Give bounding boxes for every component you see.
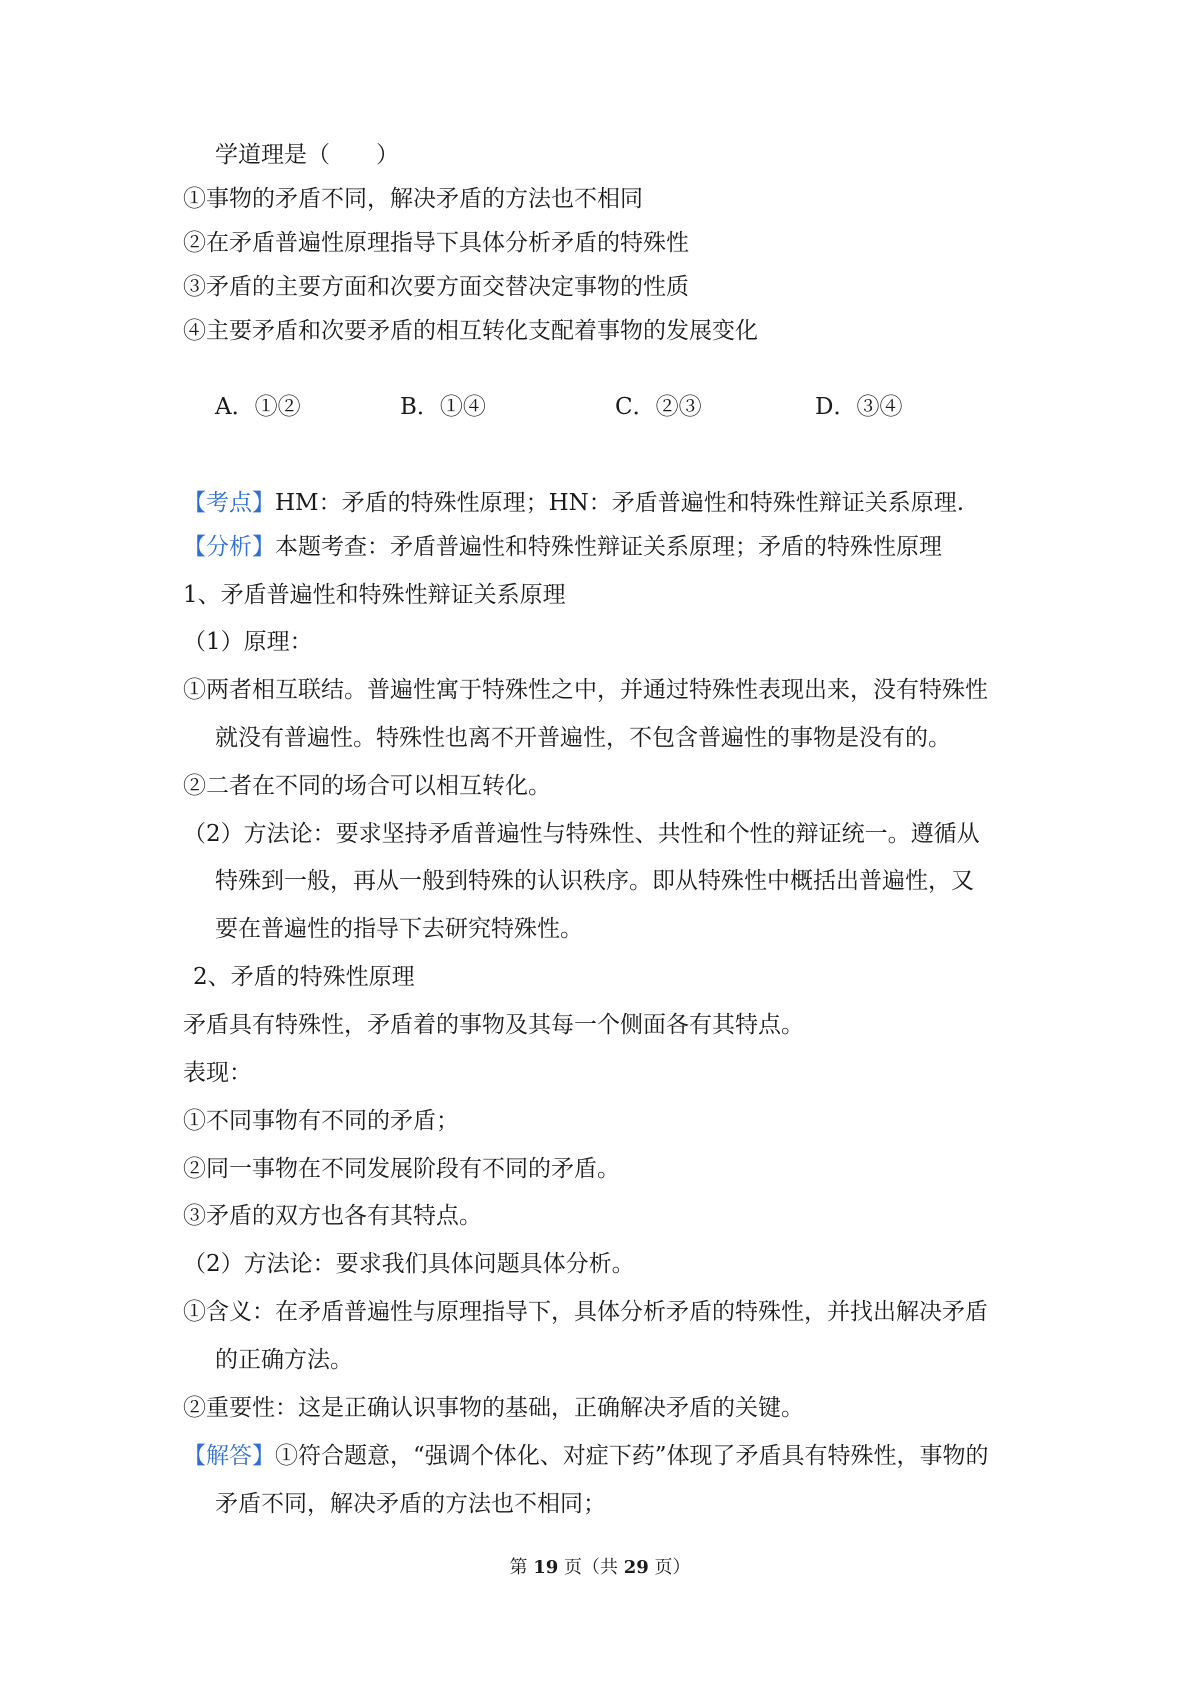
fenxi-line	[183, 532, 942, 562]
analysis-line-7: 特殊到一般，再从一般到特殊的认识秩序。即从特殊性中概括出普遍性，又	[215, 868, 974, 894]
footer-middle: 页（共	[558, 1557, 624, 1578]
statement-3: ③矛盾的主要方面和次要方面交替决定事物的性质	[183, 274, 689, 300]
option-d: D．③④	[815, 394, 903, 420]
analysis-line-17: 的正确方法。	[215, 1347, 353, 1373]
jieda-tag: 【解答】	[183, 1443, 275, 1469]
analysis-line-12: ①不同事物有不同的矛盾；	[183, 1108, 459, 1134]
analysis-line-6: （2）方法论：要求坚持矛盾普遍性与特殊性、共性和个性的辩证统一。遵循从	[183, 821, 980, 847]
analysis-line-4: 就没有普遍性。特殊性也离不开普遍性，不包含普遍性的事物是没有的。	[215, 725, 951, 751]
statement-4: ④主要矛盾和次要矛盾的相互转化支配着事物的发展变化	[183, 318, 758, 344]
fenxi-text: 本题考查：矛盾普遍性和特殊性辩证关系原理；矛盾的特殊性原理	[275, 534, 942, 560]
jieda-line	[183, 1441, 989, 1471]
analysis-line-11: 表现：	[183, 1060, 252, 1086]
analysis-line-8: 要在普遍性的指导下去研究特殊性。	[215, 916, 583, 942]
analysis-line-16: ①含义：在矛盾普遍性与原理指导下，具体分析矛盾的特殊性，并找出解决矛盾	[183, 1299, 988, 1325]
question-stem-tail: 学道理是（ ）	[215, 142, 399, 168]
analysis-line-2: （1）原理：	[183, 629, 313, 655]
analysis-line-18: ②重要性：这是正确认识事物的基础，正确解决矛盾的关键。	[183, 1395, 804, 1421]
analysis-line-3: ①两者相互联结。普遍性寓于特殊性之中，并通过特殊性表现出来，没有特殊性	[183, 677, 988, 703]
analysis-line-9: 2、矛盾的特殊性原理	[193, 964, 415, 990]
statement-1: ①事物的矛盾不同，解决矛盾的方法也不相同	[183, 186, 643, 212]
statement-2: ②在矛盾普遍性原理指导下具体分析矛盾的特殊性	[183, 230, 689, 256]
kaodian-tag: 【考点】	[183, 490, 275, 516]
analysis-line-15: （2）方法论：要求我们具体问题具体分析。	[183, 1251, 635, 1277]
analysis-line-14: ③矛盾的双方也各有其特点。	[183, 1203, 482, 1229]
analysis-line-10: 矛盾具有特殊性，矛盾着的事物及其每一个侧面各有其特点。	[183, 1012, 804, 1038]
analysis-line-1: 1、矛盾普遍性和特殊性辩证关系原理	[183, 582, 566, 608]
footer-page-number: 19	[533, 1557, 559, 1578]
jieda-text-1: ①符合题意，“强调个体化、对症下药”体现了矛盾具有特殊性，事物的	[275, 1443, 989, 1469]
footer-total-pages: 29	[623, 1557, 649, 1578]
analysis-line-13: ②同一事物在不同发展阶段有不同的矛盾。	[183, 1156, 620, 1182]
page-footer	[0, 1556, 1200, 1580]
jieda-line-2: 矛盾不同，解决矛盾的方法也不相同；	[215, 1491, 606, 1517]
footer-prefix: 第	[509, 1557, 534, 1578]
analysis-line-5: ②二者在不同的场合可以相互转化。	[183, 773, 551, 799]
option-b: B．①④	[400, 394, 486, 420]
footer-suffix: 页）	[648, 1557, 691, 1578]
option-a: A．①②	[215, 394, 301, 420]
fenxi-tag: 【分析】	[183, 534, 275, 560]
kaodian-text: HM：矛盾的特殊性原理；HN：矛盾普遍性和特殊性辩证关系原理.	[275, 490, 965, 516]
option-c: C．②③	[615, 394, 702, 420]
kaodian-line	[183, 488, 964, 518]
